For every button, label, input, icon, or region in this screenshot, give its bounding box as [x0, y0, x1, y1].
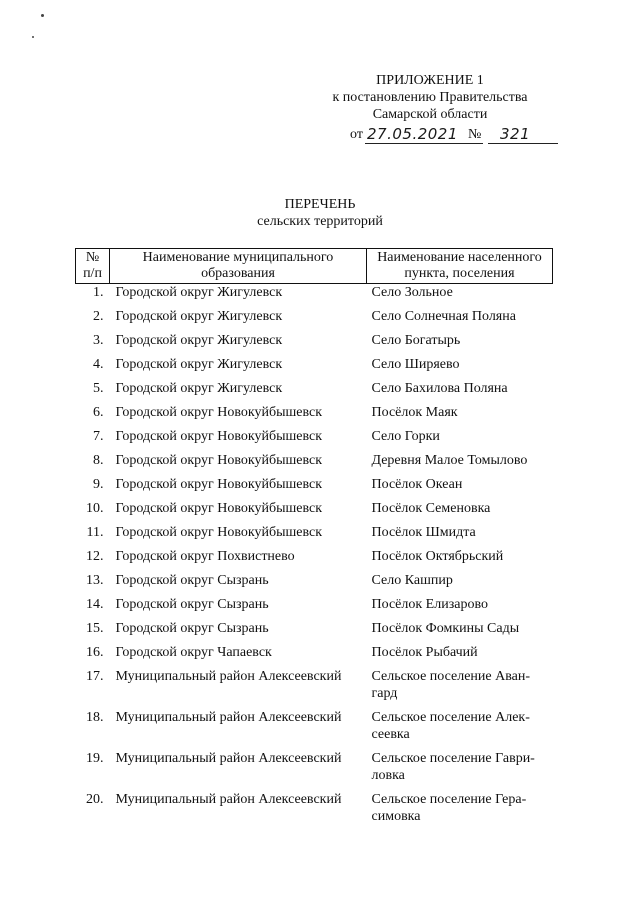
settlement-name: Посёлок Океан	[371, 477, 463, 492]
header-number: № п/п	[76, 249, 110, 284]
row-number: 18.	[86, 710, 104, 725]
table-row	[76, 548, 553, 572]
table-row	[76, 668, 553, 709]
table-row	[76, 452, 553, 476]
municipality-name: Городской округ Сызрань	[115, 597, 269, 612]
municipality-name: Городской округ Жигулевск	[115, 357, 283, 372]
table-row	[76, 332, 553, 356]
document-subtitle: сельских территорий	[257, 214, 383, 229]
table-body	[76, 284, 553, 833]
table-row	[76, 644, 553, 668]
municipality-name: Городской округ Жигулевск	[115, 381, 283, 396]
appendix-reference: к постановлению Правительства	[332, 90, 528, 105]
municipality-name: Городской округ Новокуйбышевск	[115, 477, 323, 492]
municipality-name: Городской округ Новокуйбышевск	[115, 429, 323, 444]
scan-speck	[32, 36, 34, 38]
row-number: 6.	[93, 405, 104, 420]
settlement-name: Село Ширяево	[371, 357, 460, 372]
settlement-name: Посёлок Елизарово	[371, 597, 488, 612]
municipality-name: Городской округ Сызрань	[115, 573, 269, 588]
settlement-name: Село Кашпир	[371, 573, 453, 588]
table-row	[76, 709, 553, 750]
row-number: 7.	[93, 429, 104, 444]
table-row	[76, 476, 553, 500]
table-row	[76, 620, 553, 644]
settlement-name: Сельское поселение Алек- сеевка	[371, 710, 530, 742]
table-row	[76, 356, 553, 380]
row-number: 10.	[86, 501, 104, 516]
table-row	[76, 596, 553, 620]
header-municipality: Наименование муниципального образования	[110, 249, 367, 284]
municipality-name: Городской округ Жигулевск	[115, 285, 283, 300]
appendix-block	[300, 72, 560, 123]
table-row	[76, 572, 553, 596]
table-row	[76, 428, 553, 452]
row-number: 9.	[93, 477, 104, 492]
settlement-name: Село Бахилова Поляна	[371, 381, 508, 396]
handwritten-date: 27.05.2021	[367, 125, 458, 143]
settlement-name: Село Солнечная Поляна	[371, 309, 516, 324]
municipality-name: Городской округ Новокуйбышевск	[115, 501, 323, 516]
row-number: 14.	[86, 597, 104, 612]
municipality-name: Муниципальный район Алексеевский	[115, 710, 342, 725]
table-row	[76, 791, 553, 832]
document-title: ПЕРЕЧЕНЬ	[284, 197, 356, 212]
settlement-name: Сельское поселение Гера- симовка	[371, 792, 527, 824]
settlement-name: Село Горки	[371, 429, 440, 444]
municipality-name: Муниципальный район Алексеевский	[115, 792, 342, 807]
number-prefix: №	[468, 127, 482, 142]
settlement-name: Село Зольное	[371, 285, 453, 300]
municipality-name: Городской округ Новокуйбышевск	[115, 525, 323, 540]
settlement-name: Деревня Малое Томылово	[371, 453, 528, 468]
settlement-name: Посёлок Октябрьский	[371, 549, 504, 564]
municipality-name: Городской округ Новокуйбышевск	[115, 405, 323, 420]
table-row	[76, 524, 553, 548]
row-number: 2.	[93, 309, 104, 324]
row-number: 19.	[86, 751, 104, 766]
row-number: 16.	[86, 645, 104, 660]
row-number: 11.	[86, 525, 104, 540]
municipality-name: Городской округ Жигулевск	[115, 333, 283, 348]
row-number: 12.	[86, 549, 104, 564]
row-number: 13.	[86, 573, 104, 588]
municipality-name: Городской округ Похвистнево	[115, 549, 295, 564]
date-prefix: от	[350, 127, 363, 142]
rural-territories-table	[75, 248, 553, 832]
handwritten-number: 321	[500, 125, 531, 143]
appendix-authority: Самарской области	[372, 107, 488, 122]
number-underline	[488, 143, 558, 144]
table-row	[76, 284, 553, 309]
scan-speck	[41, 14, 44, 17]
table-row	[76, 308, 553, 332]
municipality-name: Городской округ Новокуйбышевск	[115, 453, 323, 468]
settlement-name: Посёлок Семеновка	[371, 501, 491, 516]
row-number: 20.	[86, 792, 104, 807]
settlement-name: Посёлок Рыбачий	[371, 645, 478, 660]
municipality-name: Городской округ Жигулевск	[115, 309, 283, 324]
row-number: 17.	[86, 669, 104, 684]
settlement-name: Посёлок Маяк	[371, 405, 458, 420]
row-number: 5.	[93, 381, 104, 396]
table-row	[76, 500, 553, 524]
table-header	[76, 249, 553, 284]
document-date-number	[350, 125, 570, 149]
date-underline	[365, 143, 483, 144]
table-row	[76, 750, 553, 791]
row-number: 4.	[93, 357, 104, 372]
row-number: 3.	[93, 333, 104, 348]
row-number: 8.	[93, 453, 104, 468]
municipality-name: Городской округ Чапаевск	[115, 645, 272, 660]
settlement-name: Посёлок Шмидта	[371, 525, 476, 540]
appendix-title: ПРИЛОЖЕНИЕ 1	[376, 73, 484, 88]
row-number: 1.	[93, 285, 104, 300]
row-number: 15.	[86, 621, 104, 636]
header-settlement: Наименование населенного пункта, поселения	[367, 249, 553, 284]
settlement-name: Село Богатырь	[371, 333, 461, 348]
municipality-name: Городской округ Сызрань	[115, 621, 269, 636]
settlement-name: Сельское поселение Аван- гард	[371, 669, 531, 701]
municipality-name: Муниципальный район Алексеевский	[115, 751, 342, 766]
table-row	[76, 404, 553, 428]
municipality-name: Муниципальный район Алексеевский	[115, 669, 342, 684]
table-row	[76, 380, 553, 404]
settlement-name: Посёлок Фомкины Сады	[371, 621, 520, 636]
settlement-name: Сельское поселение Гаври- ловка	[371, 751, 535, 783]
